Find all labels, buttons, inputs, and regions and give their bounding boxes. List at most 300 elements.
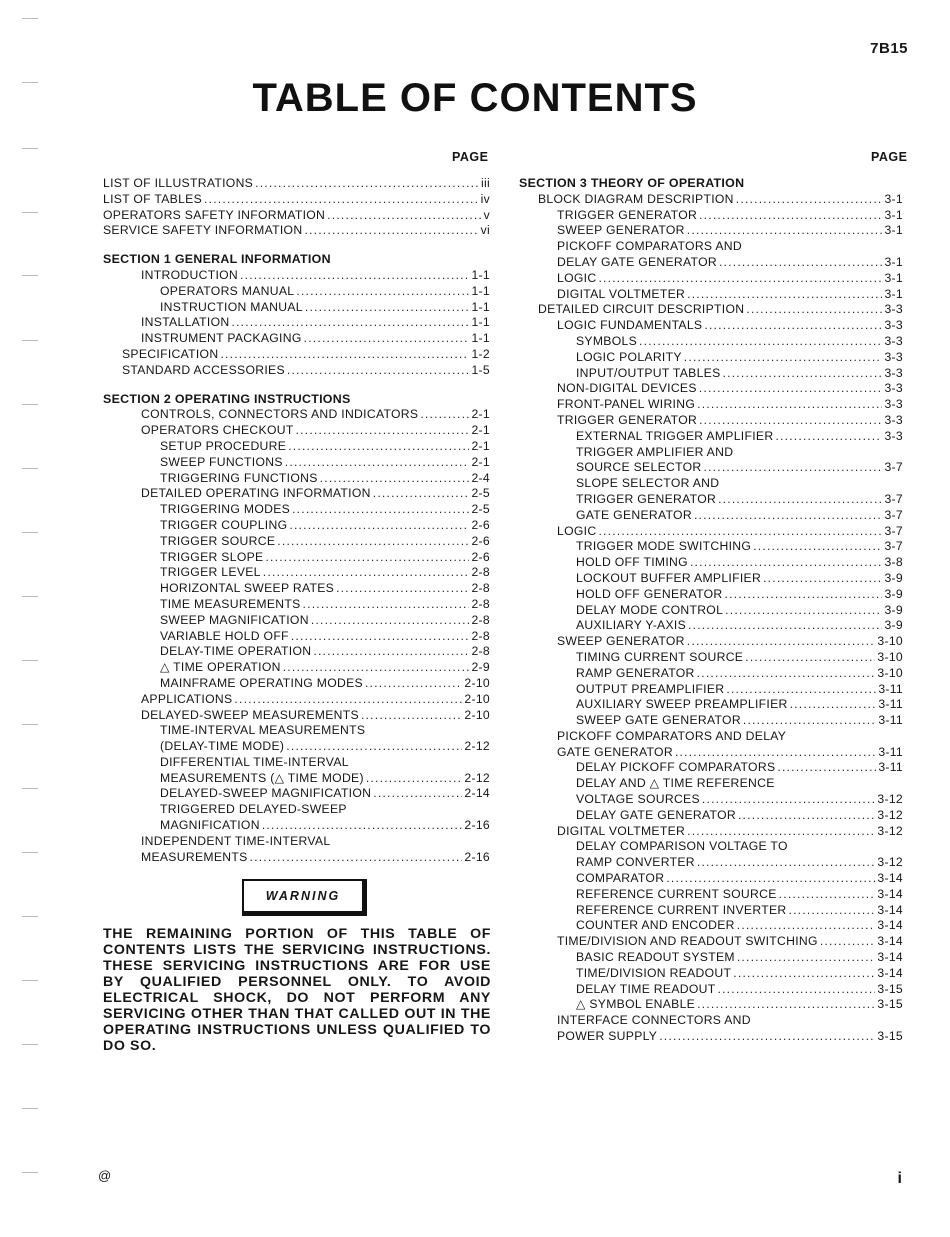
toc-entry — [103, 407, 490, 423]
toc-entry-label: DELAY-TIME OPERATION — [160, 644, 312, 659]
toc-entry-label: OPERATORS MANUAL — [160, 283, 295, 298]
toc-entry-label: INSTRUCTION MANUAL — [160, 299, 303, 314]
toc-entry-page: 3-12 — [877, 792, 903, 807]
toc-entry — [519, 318, 903, 334]
toc-entry — [103, 331, 490, 347]
toc-entry — [519, 666, 903, 682]
dot-leader — [820, 934, 876, 950]
toc-entry — [519, 808, 903, 824]
toc-entry-label: REFERENCE CURRENT INVERTER — [576, 902, 787, 917]
toc-entry — [519, 918, 903, 934]
toc-entry — [103, 597, 490, 613]
toc-entry — [103, 771, 490, 787]
dot-leader — [598, 524, 882, 540]
toc-entry — [519, 729, 903, 745]
toc-entry — [519, 413, 903, 429]
toc-entry-page: 3-12 — [877, 823, 903, 838]
dot-leader — [718, 982, 876, 998]
toc-entry — [103, 739, 490, 755]
dot-leader — [204, 192, 479, 208]
toc-entry-label: SWEEP GENERATOR — [557, 634, 685, 649]
toc-entry-label: DELAYED-SWEEP MAGNIFICATION — [160, 786, 372, 801]
toc-entry-page: 3-7 — [884, 491, 903, 506]
toc-entry-label: TIME/DIVISION AND READOUT SWITCHING — [557, 934, 818, 949]
toc-entry-label: SETUP PROCEDURE — [160, 438, 287, 453]
dot-leader — [598, 271, 882, 287]
margin-mark — [22, 852, 38, 853]
toc-entry-label: SECTION 1 GENERAL INFORMATION — [103, 252, 331, 267]
toc-entry-page: 3-3 — [884, 381, 903, 396]
toc-entry-label: DIGITAL VOLTMETER — [557, 823, 686, 838]
toc-section-heading — [103, 252, 490, 268]
toc-entry-page: 3-7 — [884, 460, 903, 475]
toc-entry-page: 3-14 — [877, 918, 903, 933]
toc-entry-label: DELAY GATE GENERATOR — [576, 807, 736, 822]
toc-entry — [103, 565, 490, 581]
toc-entry — [519, 334, 903, 350]
toc-entry-page: 3-14 — [877, 902, 903, 917]
toc-entry-page: 3-11 — [878, 744, 903, 759]
toc-entry-page: 3-3 — [884, 349, 903, 364]
toc-entry — [103, 755, 490, 771]
toc-entry-page: 3-3 — [884, 333, 903, 348]
toc-spacer — [103, 239, 490, 252]
toc-entry — [519, 223, 903, 239]
toc-entry-page: 3-3 — [884, 318, 903, 333]
dot-leader — [694, 508, 883, 524]
toc-entry-page: 2-10 — [464, 691, 490, 706]
toc-entry-page: 3-12 — [877, 855, 903, 870]
toc-entry — [519, 934, 903, 950]
dot-leader — [687, 824, 875, 840]
dot-leader — [718, 492, 882, 508]
toc-entry — [519, 287, 903, 303]
toc-entry-label: LOGIC POLARITY — [576, 349, 682, 364]
toc-entry-page: 2-5 — [471, 502, 490, 517]
toc-entry-label: DETAILED OPERATING INFORMATION — [141, 486, 371, 501]
toc-entry-label: TRIGGER SLOPE — [160, 549, 264, 564]
toc-right-column — [519, 176, 903, 1045]
toc-entry — [519, 682, 903, 698]
toc-entry-label: SECTION 2 OPERATING INSTRUCTIONS — [103, 391, 351, 406]
toc-entry — [519, 745, 903, 761]
toc-entry-label: SERVICE SAFETY INFORMATION — [103, 223, 303, 238]
dot-leader — [320, 471, 470, 487]
toc-entry — [519, 903, 903, 919]
toc-entry-page: 3-7 — [884, 507, 903, 522]
toc-entry — [519, 697, 903, 713]
dot-leader — [366, 771, 463, 787]
toc-entry — [103, 486, 490, 502]
toc-entry — [103, 834, 490, 850]
toc-entry — [519, 982, 903, 998]
dot-leader — [790, 697, 877, 713]
toc-entry-page: 3-9 — [884, 602, 903, 617]
toc-section-heading — [519, 176, 903, 192]
toc-entry — [519, 713, 903, 729]
toc-entry-label: TIME-INTERVAL MEASUREMENTS — [160, 723, 366, 738]
toc-entry — [519, 950, 903, 966]
toc-entry-label: INSTALLATION — [141, 315, 230, 330]
toc-entry-label: DIGITAL VOLTMETER — [557, 286, 686, 301]
toc-entry — [103, 315, 490, 331]
toc-entry — [519, 350, 903, 366]
toc-entry-label: TRIGGERING FUNCTIONS — [160, 470, 318, 485]
dot-leader — [719, 255, 883, 271]
warning-text: THE REMAINING PORTION OF THIS TABLE OF CONTENTS LISTS THE SERVICING INSTRUCTIONS. THESE SERVICING INSTRUCTIONS ARE FOR USE BY QUALIFIED PERSONNEL ONLY. TO AVOID ELECTRICAL SHOCK, DO NOT PERFORM ANY SERVICING OTHER THAN THAT CALLED OUT IN THE OPERATING INSTRUCTIONS UNLESS QUALIFIED TO DO SO. — [103, 926, 491, 1055]
toc-entry-page: 3-10 — [877, 649, 903, 664]
toc-entry — [519, 824, 903, 840]
toc-entry-label: RAMP GENERATOR — [576, 665, 695, 680]
dot-leader — [736, 192, 883, 208]
dot-leader — [311, 613, 470, 629]
toc-entry-label: LOGIC — [557, 270, 597, 285]
dot-leader — [675, 745, 876, 761]
toc-entry-label: STANDARD ACCESSORIES — [122, 362, 285, 377]
toc-entry-label: SECTION 3 THEORY OF OPERATION — [519, 176, 745, 190]
toc-entry-page: 3-7 — [884, 539, 903, 554]
dot-leader — [296, 284, 469, 300]
toc-entry-page: 1-1 — [471, 299, 490, 314]
toc-entry-page: 3-3 — [884, 428, 903, 443]
dot-leader — [789, 903, 876, 919]
toc-entry-page: 3-3 — [884, 365, 903, 380]
dot-leader — [723, 366, 883, 382]
toc-entry-label: DELAY GATE GENERATOR — [557, 254, 717, 269]
toc-entry — [519, 460, 903, 476]
dot-leader — [746, 302, 882, 318]
toc-entry-page: 1-1 — [471, 267, 490, 282]
toc-entry-label: MAINFRAME OPERATING MODES — [160, 675, 363, 690]
toc-entry-page: 3-14 — [877, 886, 903, 901]
toc-entry-label: SWEEP FUNCTIONS — [160, 454, 283, 469]
dot-leader — [737, 950, 876, 966]
toc-entry-page: 3-11 — [878, 697, 903, 712]
toc-entry-page: iv — [480, 191, 490, 206]
margin-mark — [22, 18, 38, 19]
toc-entry-page: 3-11 — [878, 681, 903, 696]
dot-leader — [666, 871, 875, 887]
toc-entry-label: TRIGGER COUPLING — [160, 517, 288, 532]
toc-left-column — [103, 176, 490, 1054]
toc-entry-label: FRONT-PANEL WIRING — [557, 397, 696, 412]
toc-entry-label: DELAY COMPARISON VOLTAGE TO — [576, 839, 788, 854]
toc-entry-label: SYMBOLS — [576, 333, 638, 348]
dot-leader — [737, 918, 876, 934]
toc-entry-label: PICKOFF COMPARATORS AND DELAY — [557, 728, 787, 743]
toc-right-list — [519, 176, 903, 1045]
dot-leader — [687, 287, 882, 303]
footer-symbol: @ — [98, 1168, 112, 1183]
margin-mark — [22, 1108, 38, 1109]
toc-entry-page: 2-6 — [471, 517, 490, 532]
toc-entry — [519, 871, 903, 887]
toc-entry-label: INDEPENDENT TIME-INTERVAL — [141, 833, 331, 848]
toc-entry-page: 3-3 — [884, 302, 903, 317]
toc-entry — [519, 208, 903, 224]
toc-entry — [103, 300, 490, 316]
toc-entry-page: 2-8 — [471, 612, 490, 627]
left-page-header: PAGE — [452, 150, 489, 164]
toc-entry-page: 3-14 — [877, 871, 903, 886]
toc-entry-page: 2-1 — [471, 454, 490, 469]
dot-leader — [262, 818, 463, 834]
toc-entry-label: LOGIC FUNDAMENTALS — [557, 318, 703, 333]
toc-entry — [103, 284, 490, 300]
toc-entry — [103, 786, 490, 802]
toc-entry-label: △ TIME OPERATION — [160, 660, 281, 675]
toc-entry — [519, 429, 903, 445]
toc-entry — [519, 381, 903, 397]
toc-entry-label: LOGIC — [557, 523, 597, 538]
toc-entry-page: 3-14 — [877, 965, 903, 980]
toc-entry — [103, 192, 490, 208]
toc-entry-label: TRIGGER SOURCE — [160, 533, 276, 548]
model-number: 7B15 — [870, 40, 908, 57]
toc-entry — [519, 887, 903, 903]
right-page-header: PAGE — [871, 150, 908, 164]
dot-leader — [726, 682, 876, 698]
toc-entry — [519, 366, 903, 382]
toc-entry-page: 3-3 — [884, 397, 903, 412]
toc-entry-label: VOLTAGE SOURCES — [576, 792, 700, 807]
toc-entry — [103, 439, 490, 455]
toc-entry-page: vi — [480, 223, 490, 238]
toc-entry-label: TIME MEASUREMENTS — [160, 596, 301, 611]
toc-entry-label: DELAY AND △ TIME REFERENCE — [576, 776, 775, 791]
dot-leader — [327, 208, 481, 224]
toc-entry-label: DELAYED-SWEEP MEASUREMENTS — [141, 707, 359, 722]
dot-leader — [296, 423, 470, 439]
toc-entry-page: 3-11 — [878, 713, 903, 728]
dot-leader — [763, 571, 882, 587]
toc-entry-label: NON-DIGITAL DEVICES — [557, 381, 697, 396]
toc-entry-page: 1-1 — [471, 283, 490, 298]
toc-entry — [519, 634, 903, 650]
toc-entry-page: 2-5 — [471, 486, 490, 501]
dot-leader — [697, 855, 876, 871]
toc-entry-label: APPLICATIONS — [141, 691, 233, 706]
dot-leader — [285, 455, 470, 471]
toc-entry-page: 2-16 — [464, 849, 490, 864]
toc-entry — [103, 423, 490, 439]
dot-leader — [240, 268, 469, 284]
toc-entry — [103, 363, 490, 379]
toc-entry-label: DELAY TIME READOUT — [576, 981, 716, 996]
dot-leader — [291, 629, 470, 645]
toc-entry-label: SWEEP GENERATOR — [557, 223, 685, 238]
toc-entry-label: HOLD OFF GENERATOR — [576, 586, 723, 601]
dot-leader — [420, 407, 469, 423]
toc-entry — [519, 792, 903, 808]
toc-entry-page: 3-3 — [884, 412, 903, 427]
toc-entry — [103, 723, 490, 739]
toc-spacer — [103, 379, 490, 392]
toc-entry-page: 3-15 — [877, 1029, 903, 1044]
toc-entry-page: v — [483, 207, 490, 222]
toc-entry-label: COUNTER AND ENCODER — [576, 918, 735, 933]
dot-leader — [688, 618, 882, 634]
toc-entry — [103, 802, 490, 818]
toc-entry-label: AUXILIARY SWEEP PREAMPLIFIER — [576, 697, 788, 712]
toc-entry — [519, 555, 903, 571]
toc-entry-page: 3-11 — [878, 760, 903, 775]
toc-entry-label: VARIABLE HOLD OFF — [160, 628, 289, 643]
toc-entry-page: 1-5 — [471, 362, 490, 377]
toc-entry-page: 3-1 — [884, 270, 903, 285]
toc-entry — [103, 534, 490, 550]
margin-mark — [22, 82, 38, 83]
toc-entry-label: (DELAY-TIME MODE) — [160, 739, 285, 754]
dot-leader — [336, 581, 469, 597]
toc-entry-page: 1-2 — [471, 346, 490, 361]
toc-entry-page: 2-12 — [464, 770, 490, 785]
margin-mark — [22, 1044, 38, 1045]
toc-entry-label: HORIZONTAL SWEEP RATES — [160, 581, 335, 596]
toc-entry — [519, 492, 903, 508]
toc-entry-page: 2-1 — [471, 407, 490, 422]
toc-entry-page: 3-10 — [877, 634, 903, 649]
toc-entry-label: MEASUREMENTS — [141, 849, 248, 864]
toc-entry — [103, 550, 490, 566]
toc-entry-page: 3-15 — [877, 997, 903, 1012]
dot-leader — [283, 660, 470, 676]
toc-entry — [103, 347, 490, 363]
dot-leader — [304, 223, 478, 239]
toc-entry — [103, 223, 490, 239]
toc-entry — [519, 445, 903, 461]
toc-entry-label: MEASUREMENTS (△ TIME MODE) — [160, 770, 364, 785]
toc-entry-page: 2-8 — [471, 644, 490, 659]
toc-entry-label: GATE GENERATOR — [557, 744, 673, 759]
toc-entry — [519, 587, 903, 603]
toc-entry — [519, 271, 903, 287]
warning-badge: WARNING — [242, 879, 367, 916]
margin-mark — [22, 532, 38, 533]
toc-entry — [519, 776, 903, 792]
toc-entry-page: 2-4 — [471, 470, 490, 485]
toc-entry-page: 3-9 — [884, 618, 903, 633]
toc-entry-label: LIST OF ILLUSTRATIONS — [103, 176, 254, 190]
toc-entry — [519, 508, 903, 524]
dot-leader — [704, 318, 882, 334]
toc-entry-label: MAGNIFICATION — [160, 818, 260, 833]
toc-entry — [519, 839, 903, 855]
toc-entry-page: 3-9 — [884, 586, 903, 601]
toc-entry-page: 2-9 — [471, 660, 490, 675]
toc-entry-label: REFERENCE CURRENT SOURCE — [576, 886, 777, 901]
toc-entry-label: TRIGGER GENERATOR — [557, 412, 698, 427]
dot-leader — [313, 644, 469, 660]
page-number: i — [897, 1170, 902, 1187]
toc-entry — [519, 192, 903, 208]
margin-mark — [22, 468, 38, 469]
toc-entry — [103, 850, 490, 866]
margin-mark — [22, 1172, 38, 1173]
toc-entry-label: △ SYMBOL ENABLE — [576, 997, 696, 1012]
toc-entry — [103, 581, 490, 597]
toc-entry-page: 3-7 — [884, 523, 903, 538]
toc-left-list — [103, 176, 490, 865]
dot-leader — [255, 176, 479, 192]
toc-entry — [519, 618, 903, 634]
dot-leader — [373, 786, 462, 802]
toc-entry-page: 3-15 — [877, 981, 903, 996]
toc-entry-page: 2-12 — [464, 739, 490, 754]
toc-entry-label: SOURCE SELECTOR — [576, 460, 702, 475]
toc-entry-label: TRIGGER LEVEL — [160, 565, 261, 580]
toc-entry — [519, 571, 903, 587]
toc-entry — [103, 708, 490, 724]
margin-mark — [22, 788, 38, 789]
page-title: TABLE OF CONTENTS — [252, 76, 698, 120]
toc-entry-page: 2-8 — [471, 581, 490, 596]
margin-mark — [22, 340, 38, 341]
toc-entry-page: 3-14 — [877, 934, 903, 949]
toc-entry-label: BLOCK DIAGRAM DESCRIPTION — [538, 191, 734, 206]
toc-section-heading — [103, 392, 490, 408]
dot-leader — [697, 666, 876, 682]
dot-leader — [659, 1029, 875, 1045]
toc-entry-label: SPECIFICATION — [122, 346, 219, 361]
toc-entry-label: INPUT/OUTPUT TABLES — [576, 365, 721, 380]
dot-leader — [365, 676, 462, 692]
dot-leader — [373, 486, 470, 502]
toc-entry — [103, 676, 490, 692]
toc-entry — [103, 818, 490, 834]
dot-leader — [305, 300, 470, 316]
toc-entry-page: 2-16 — [464, 818, 490, 833]
toc-entry-label: SLOPE SELECTOR AND — [576, 476, 720, 491]
toc-entry — [519, 539, 903, 555]
toc-entry — [103, 268, 490, 284]
toc-entry-label: HOLD OFF TIMING — [576, 555, 688, 570]
toc-entry-page: 2-10 — [464, 707, 490, 722]
dot-leader — [777, 760, 876, 776]
dot-leader — [292, 502, 469, 518]
dot-leader — [733, 966, 875, 982]
toc-entry — [519, 997, 903, 1013]
dot-leader — [231, 315, 469, 331]
toc-entry-page: 3-1 — [884, 207, 903, 222]
toc-entry-label: OUTPUT PREAMPLIFIER — [576, 681, 725, 696]
toc-entry-label: DELAY PICKOFF COMPARATORS — [576, 760, 776, 775]
toc-entry-label: TRIGGER GENERATOR — [557, 207, 698, 222]
toc-entry — [519, 524, 903, 540]
toc-entry — [103, 692, 490, 708]
toc-entry-page: 2-6 — [471, 549, 490, 564]
toc-entry — [103, 518, 490, 534]
toc-entry-label: TRIGGERING MODES — [160, 502, 291, 517]
toc-entry — [519, 603, 903, 619]
toc-entry-label: LOCKOUT BUFFER AMPLIFIER — [576, 570, 762, 585]
toc-entry — [519, 255, 903, 271]
toc-entry — [519, 476, 903, 492]
toc-entry-page: 2-6 — [471, 533, 490, 548]
toc-entry-label: DELAY MODE CONTROL — [576, 602, 724, 617]
toc-entry-page: 2-14 — [464, 786, 490, 801]
dot-leader — [288, 439, 469, 455]
toc-entry — [519, 302, 903, 318]
dot-leader — [265, 550, 469, 566]
dot-leader — [263, 565, 470, 581]
toc-entry-label: BASIC READOUT SYSTEM — [576, 950, 735, 965]
toc-entry-label: DETAILED CIRCUIT DESCRIPTION — [538, 302, 745, 317]
margin-mark — [22, 275, 38, 276]
dot-leader — [304, 331, 470, 347]
toc-entry-label: TRIGGER GENERATOR — [576, 491, 717, 506]
margin-mark — [22, 660, 38, 661]
